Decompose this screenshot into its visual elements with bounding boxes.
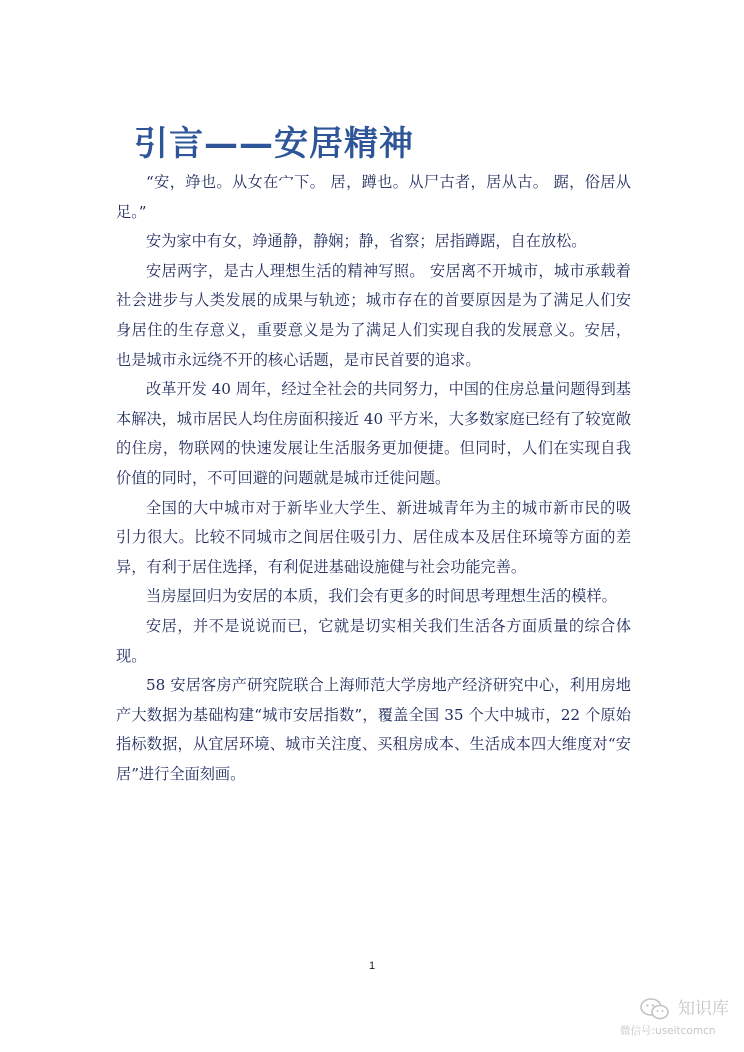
paragraph: 安居，并不是说说而已，它就是切实相关我们生活各方面质量的综合体现。 <box>116 616 631 665</box>
page-number: 1 <box>368 960 376 972</box>
wechat-icon <box>640 998 670 1020</box>
paragraph: 58 安居客房产研究院联合上海师范大学房地产经济研究中心，利用房地产大数据为基础构建“城市安居指数”，覆盖全国 35 个大中城市，22 个原始指标数据，从宜居环境、城市关注度、买租房成本、生活成本四大维度对“安居”进行全面刻画。 <box>116 676 631 783</box>
paragraph: 全国的大中城市对于新毕业大学生、新进城青年为主的城市新市民的吸引力很大。比较不同城市之间居住吸引力、居住成本及居住环境等方面的差异，有利于居住选择，有利促进基础设施健与社会功能完善。 <box>116 498 631 576</box>
paragraph: 安为家中有女，竫通静，静娴；静，省察；居指蹲踞，自在放松。 <box>146 232 587 251</box>
paragraph: “安，竫也。从女在宀下。 居，蹲也。从尸古者，居从古。 踞，俗居从足。” <box>116 173 631 221</box>
paragraph: 安居两字，是古人理想生活的精神写照。 安居离不开城市，城市承载着社会进步与人类发展的成果与轨迹；城市存在的首要原因是为了满足人们安身居住的生存意义，重要意义是为了满足人们实现自我的发展意义。安居，也是城市永远绕不开的核心话题，是市民首要的追求。 <box>116 261 631 369</box>
paragraph: 当房屋回归为安居的本质，我们会有更多的时间思考理想生活的模样。 <box>146 587 617 606</box>
watermark-subtitle: 微信号:useitcomcn <box>620 1025 716 1037</box>
watermark <box>620 996 732 1040</box>
paragraph: 改革开发 40 周年，经过全社会的共同努力，中国的住房总量问题得到基本解决，城市居民人均住房面积接近 40 平方米，大多数家庭已经有了较宽敞的住房，物联网的快速发展让生活服务更加便捷。但同时，人们在实现自我价值的同时，不可回避的问题就是城市迁徙问题。 <box>116 380 631 487</box>
watermark-brand: 知识库 <box>678 999 729 1019</box>
body-text <box>116 168 631 789</box>
page-title: 引言——安居精神 <box>134 123 414 164</box>
